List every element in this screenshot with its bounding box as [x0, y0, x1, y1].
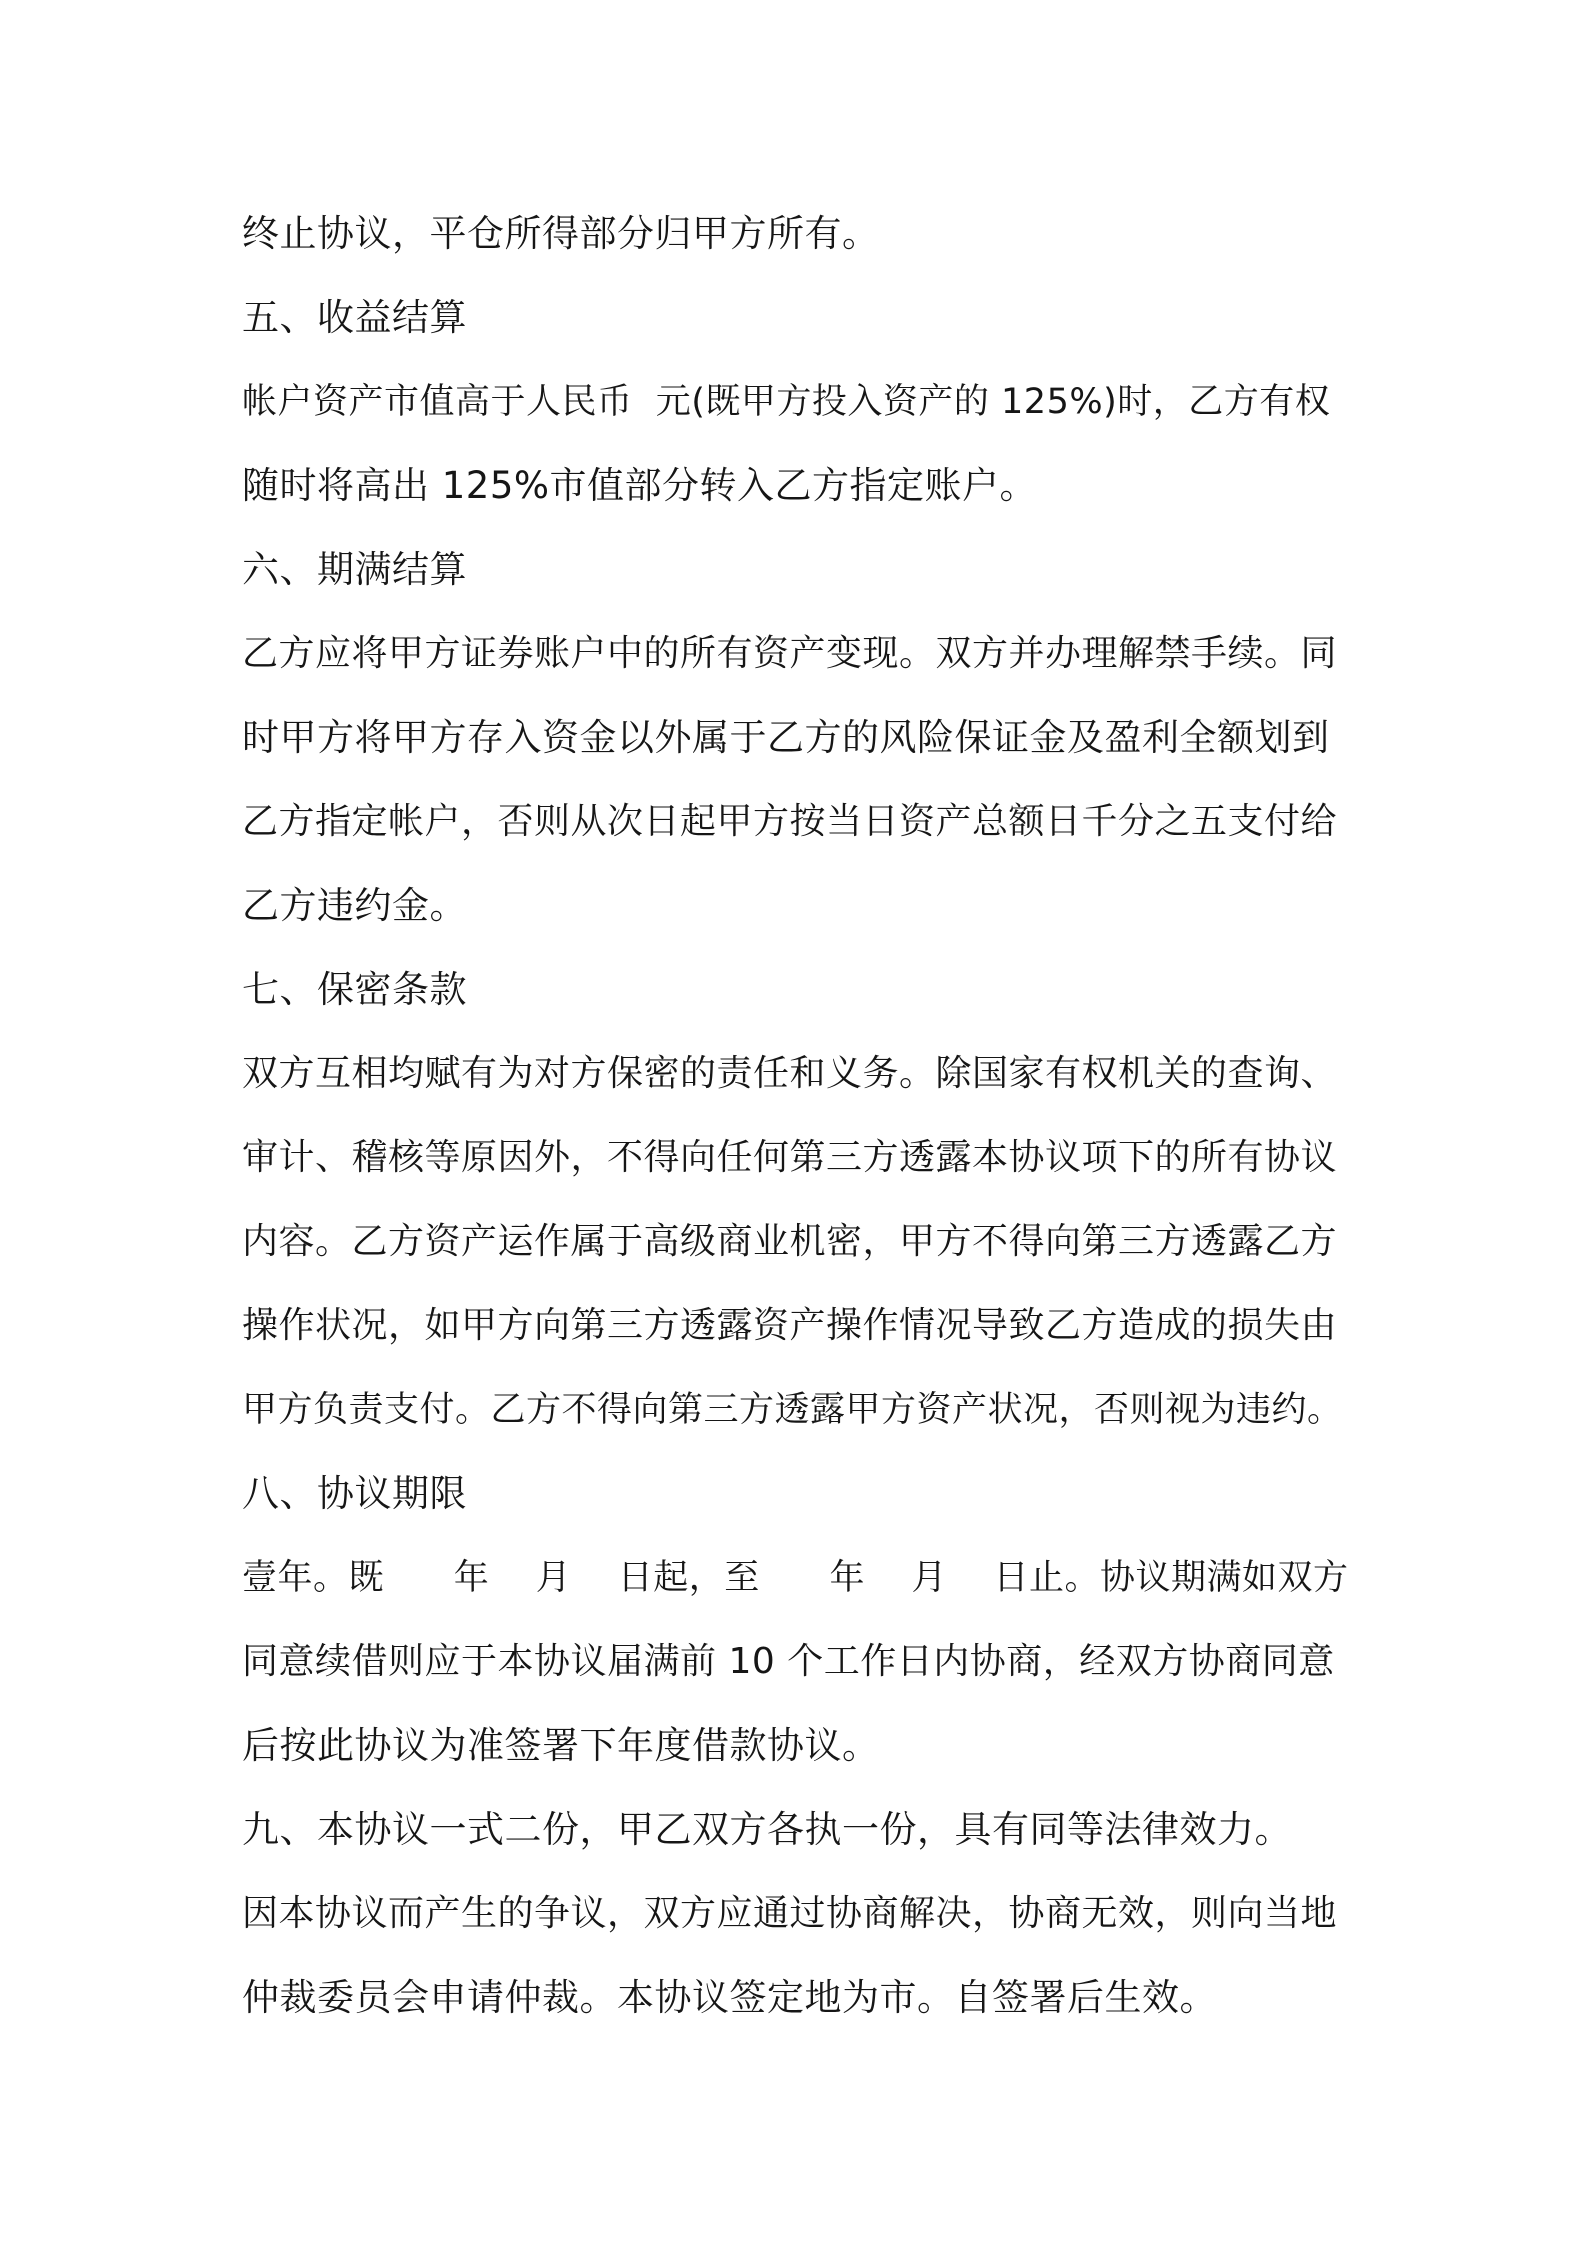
paragraph-line: 乙方应将甲方证券账户中的所有资产变现。双方并办理解禁手续。同 — [242, 633, 1338, 674]
section-heading-income-settlement: 五、收益结算 — [242, 296, 467, 339]
paragraph-line: 时甲方将甲方存入资金以外属于乙方的风险保证金及盈利全额划到 — [242, 716, 1330, 759]
paragraph-line: 后按此协议为准签署下年度借款协议。 — [242, 1724, 880, 1767]
paragraph-line: 同意续借则应于本协议届满前 10 个工作日内协商，经双方协商同意 — [242, 1641, 1335, 1682]
section-heading-copies: 九、本协议一式二份，甲乙双方各执一份，具有同等法律效力。 — [242, 1808, 1292, 1851]
paragraph-line: 因本协议而产生的争议，双方应通过协商解决，协商无效，则向当地 — [242, 1893, 1338, 1934]
paragraph-line: 甲方负责支付。乙方不得向第三方透露甲方资产状况，否则视为违约。 — [242, 1390, 1343, 1430]
paragraph-line: 乙方违约金。 — [242, 884, 467, 927]
paragraph-line: 壹年。既 年 月 日起，至 年 月 日止。协议期满如双方 — [242, 1558, 1349, 1598]
paragraph-line: 双方互相均赋有为对方保密的责任和义务。除国家有权机关的查询、 — [242, 1053, 1338, 1094]
paragraph-line: 审计、稽核等原因外，不得向任何第三方透露本协议项下的所有协议 — [242, 1137, 1338, 1178]
paragraph-line: 仲裁委员会申请仲裁。本协议签定地为市。自签署后生效。 — [242, 1976, 1217, 2019]
paragraph-line: 操作状况，如甲方向第三方透露资产操作情况导致乙方造成的损失由 — [242, 1305, 1338, 1346]
paragraph-line: 乙方指定帐户，否则从次日起甲方按当日资产总额日千分之五支付给 — [242, 801, 1338, 842]
paragraph-line: 终止协议，平仓所得部分归甲方所有。 — [242, 212, 880, 255]
section-heading-maturity-settlement: 六、期满结算 — [242, 548, 467, 591]
document-body — [242, 192, 1352, 2040]
section-heading-confidentiality: 七、保密条款 — [242, 968, 467, 1011]
paragraph-line: 内容。乙方资产运作属于高级商业机密，甲方不得向第三方透露乙方 — [242, 1221, 1338, 1262]
section-heading-agreement-term: 八、协议期限 — [242, 1472, 467, 1515]
paragraph-line: 帐户资产市值高于人民币 元(既甲方投入资产的 125%)时，乙方有权 — [242, 382, 1331, 422]
paragraph-line: 随时将高出 125%市值部分转入乙方指定账户。 — [242, 464, 1038, 507]
